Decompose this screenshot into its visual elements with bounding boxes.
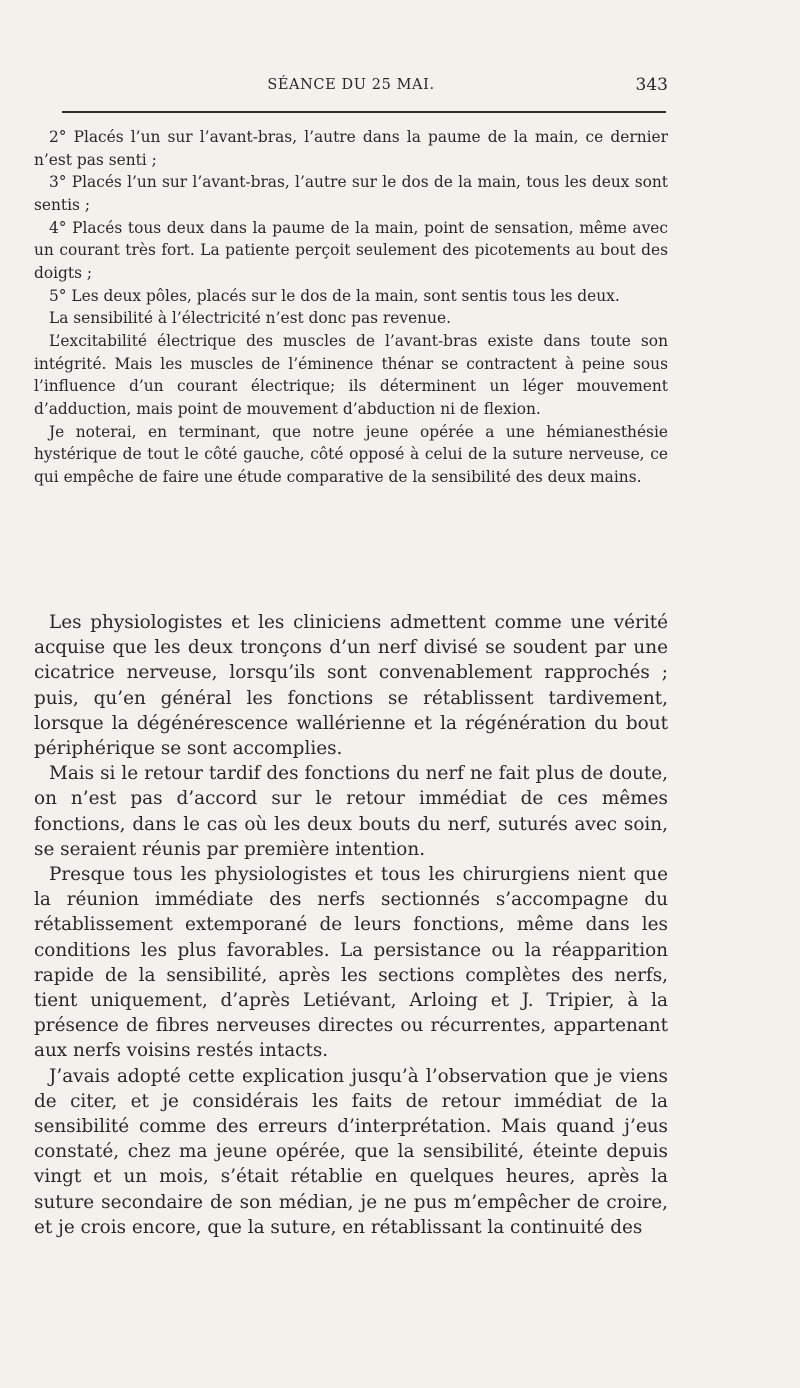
paragraph-sensibility-conclusion: La sensibilité à l’électricité n’est donc pas revenue. — [49, 309, 452, 328]
paragraph-immediate-reunion: Presque tous les physiologistes et tous les chirurgiens nient que la réunion immédiate des nerfs sectionnés s’accompagne du rétablissement extemporané de leurs fonctions, même dans les conditions les plus favorables. La persistance ou la réapparition rapide de la sensibilité, après les sections complètes des nerfs, tient uniquement, d’après Letiévant, Arloing et J. Tripier, à la présence de fibres nerveuses directes ou récurrentes, appartenant aux nerfs voisins restés intacts. — [34, 864, 668, 1062]
paragraph-author-explanation: J’avais adopté cette explication jusqu’à l’observation que je viens de citer, et je considérais les faits de retour immédiat de la sensibilité comme des erreurs d’interprétation. Mais quand j’eus constaté, chez ma jeune opérée, que la sensibilité, éteinte depuis vingt et un mois, s’était rétablie en quelques heures, après la suture secondaire de son médian, je ne pus m’empêcher de croire, et je crois encore, que la suture, en rétablissant la continuité des — [34, 1065, 668, 1238]
page-header — [34, 75, 668, 99]
paragraph-item-3: 3° Placés l’un sur l’avant-bras, l’autre sur le dos de la main, tous les deux sont sentis ; — [34, 173, 668, 214]
page-number: 343 — [635, 75, 668, 95]
small-type-section — [34, 126, 668, 489]
main-text-section — [34, 610, 668, 1240]
paragraph-item-5: 5° Les deux pôles, placés sur le dos de la main, sont sentis tous les deux. — [49, 286, 620, 305]
paragraph-item-4: 4° Placés tous deux dans la paume de la main, point de sensation, même avec un courant très fort. La patiente perçoit seulement des picotements au bout des doigts ; — [34, 218, 668, 282]
paragraph-late-return: Mais si le retour tardif des fonctions du nerf ne fait plus de doute, on n’est pas d’accord sur le retour immédiat de ces mêmes fonctions, dans le cas où les deux bouts du nerf, suturés avec soin, se seraient réunis par première intention. — [34, 763, 668, 860]
running-title: SÉANCE DU 25 MAI. — [267, 77, 435, 93]
header-rule — [62, 111, 666, 113]
paragraph-hemianesthesia-note: Je noterai, en terminant, que notre jeune opérée a une hémianesthésie hystérique de tout le côté gauche, côté opposé à celui de la suture nerveuse, ce qui empêche de faire une étude comparative de la sensibilité des deux mains. — [34, 422, 668, 486]
paragraph-muscle-excitability: L’excitabilité électrique des muscles de l’avant-bras existe dans toute son intégrité. Mais les muscles de l’éminence thénar se contractent à peine sous l’influence d’un courant électrique; ils déterminent un léger mouvement d’adduction, mais point de mouvement d’abduction ni de flexion. — [34, 331, 668, 418]
paragraph-item-2: 2° Placés l’un sur l’avant-bras, l’autre dans la paume de la main, ce dernier n’est pas senti ; — [34, 128, 668, 169]
paragraph-physiologists: Les physiologistes et les cliniciens admettent comme une vérité acquise que les deux tronçons d’un nerf divisé se soudent par une cicatrice nerveuse, lorsqu’ils sont convenablement rapprochés ; puis, qu’en général les fonctions se rétablissent tardivement, lorsque la dégénérescence wallérienne et la régénération du bout périphérique se sont accomplies. — [34, 612, 668, 760]
